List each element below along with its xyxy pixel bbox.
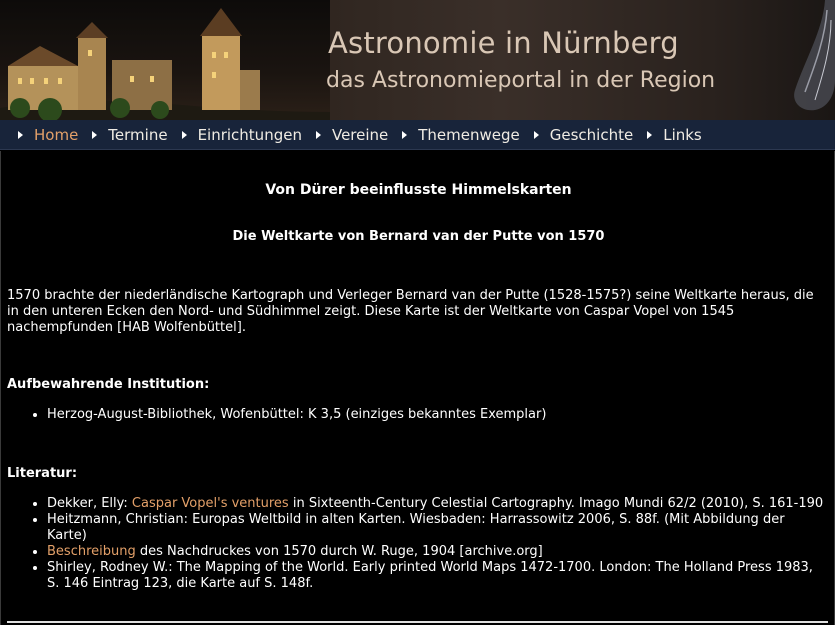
intro-paragraph: 1570 brachte der niederländische Kartograph und Verleger Bernard van der Putte (1528-1575?) seine Weltkarte heraus, die in den unteren Ecken den Nord- und Südhimmel zeigt. Diese Karte ist der Weltkarte von Caspar Vopel von 1545 nachempfunden [HAB Wolfenbüttel].	[7, 288, 814, 335]
main-navigation	[0, 120, 835, 150]
site-header	[0, 0, 835, 120]
nav-item-label: Links	[663, 125, 702, 144]
list-item: • Shirley, Rodney W.: The Mapping of the World. Early printed World Maps 1472-1700. London: The Holland Press 1983, S. 146 Eintrag 123, die Karte auf S. 148f.	[47, 560, 827, 592]
list-item	[47, 544, 827, 560]
nav-item-label: Einrichtungen	[197, 125, 302, 144]
citation-text: Dekker, Elly:	[47, 496, 132, 511]
list-item: • Heitzmann, Christian: Europas Weltbild in alten Karten. Wiesbaden: Harrassowitz 2006, S. 88f. (Mit Abbildung der Karte)	[47, 512, 827, 544]
page-subtitle: Die Weltkarte von Bernard van der Putte von 1570	[232, 229, 605, 244]
nav-item-themenwege[interactable]	[402, 126, 520, 144]
arrow-right-icon	[18, 131, 23, 139]
nav-item-einrichtungen[interactable]	[182, 126, 302, 144]
literature-heading: Literatur:	[7, 466, 78, 481]
institution-list	[47, 407, 827, 423]
arrow-right-icon	[534, 131, 539, 139]
literature-list	[47, 496, 827, 592]
beschreibung-link[interactable]: Beschreibung	[47, 544, 136, 559]
citation-text: in Sixteenth-Century Celestial Cartography. Imago Mundi 62/2 (2010), S. 161-190	[288, 496, 824, 511]
list-item	[47, 496, 827, 512]
site-title: Astronomie in Nürnberg	[328, 26, 679, 60]
main-content	[0, 151, 835, 625]
arrow-right-icon	[647, 131, 652, 139]
institution-heading: Aufbewahrende Institution:	[7, 377, 210, 392]
arrow-right-icon	[92, 131, 97, 139]
site-subtitle: das Astronomieportal in der Region	[326, 68, 716, 93]
nav-item-label: Termine	[108, 125, 168, 144]
nav-item-links[interactable]	[647, 126, 702, 144]
page-title: Von Dürer beeinflusste Himmelskarten	[265, 182, 572, 198]
nav-item-label: Themenwege	[418, 125, 520, 144]
nav-item-termine[interactable]	[92, 126, 167, 144]
castle-image	[0, 0, 330, 120]
citation-text: des Nachdruckes von 1570 durch W. Ruge, 1904 [archive.org]	[135, 544, 543, 559]
nav-item-vereine[interactable]	[316, 126, 388, 144]
nav-item-label: Home	[34, 125, 79, 144]
caspar-vopel-link[interactable]: Caspar Vopel's ventures	[131, 496, 289, 511]
bottom-divider	[7, 621, 828, 623]
nav-item-home[interactable]	[18, 126, 78, 144]
arrow-right-icon	[316, 131, 321, 139]
nav-item-label: Geschichte	[549, 125, 634, 144]
list-item: • Herzog-August-Bibliothek, Wofenbüttel: K 3,5 (einziges bekanntes Exemplar)	[47, 407, 827, 423]
arrow-right-icon	[402, 131, 407, 139]
nav-item-label: Vereine	[331, 125, 389, 144]
lamp-ornament-image	[765, 0, 835, 120]
arrow-right-icon	[182, 131, 187, 139]
nav-item-geschichte[interactable]	[534, 126, 633, 144]
